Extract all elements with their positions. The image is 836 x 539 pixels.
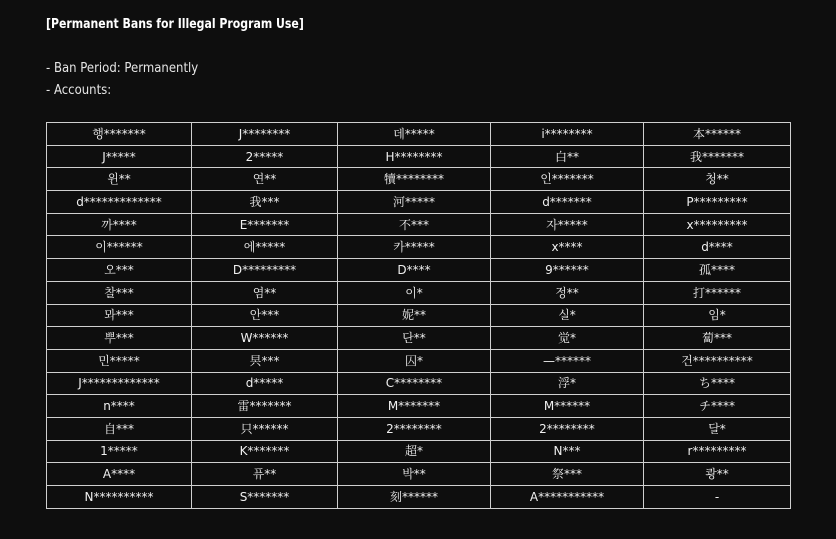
account-cell: 孤**** [644, 259, 791, 282]
account-cell: ち**** [644, 372, 791, 395]
ban-period: - Ban Period: Permanently [46, 61, 199, 76]
account-cell: 인******* [491, 168, 644, 191]
account-cell: 오*** [47, 259, 192, 282]
banned-accounts-body [47, 123, 791, 509]
account-cell: 1***** [47, 440, 192, 463]
spacer [46, 102, 790, 122]
table-row [47, 440, 791, 463]
account-cell: 윈** [47, 168, 192, 191]
account-cell: J***** [47, 145, 192, 168]
table-row [47, 304, 791, 327]
account-cell: 까**** [47, 213, 192, 236]
account-cell: 찰*** [47, 281, 192, 304]
account-cell: 자***** [491, 213, 644, 236]
account-cell: 囚* [338, 349, 491, 372]
account-cell: 雷******* [192, 395, 338, 418]
account-cell: 刻****** [338, 486, 491, 509]
table-row [47, 417, 791, 440]
account-cell: 2******** [491, 417, 644, 440]
account-cell: —****** [491, 349, 644, 372]
account-cell: 이****** [47, 236, 192, 259]
account-cell: d***** [192, 372, 338, 395]
account-cell: S******* [192, 486, 338, 509]
table-row [47, 191, 791, 214]
account-cell: 연** [192, 168, 338, 191]
table-row [47, 327, 791, 350]
notice-title: [Permanent Bans for Illegal Program Use] [46, 17, 304, 32]
account-cell: チ**** [644, 395, 791, 418]
spacer [46, 36, 790, 58]
account-cell: N********** [47, 486, 192, 509]
account-cell: 행******* [47, 123, 192, 146]
account-cell: d**** [644, 236, 791, 259]
account-cell: 이* [338, 281, 491, 304]
table-row [47, 372, 791, 395]
account-cell: x********* [644, 213, 791, 236]
account-cell: 河***** [338, 191, 491, 214]
account-cell: W****** [192, 327, 338, 350]
account-cell: A*********** [491, 486, 644, 509]
account-cell: 달* [644, 417, 791, 440]
account-cell: 本****** [644, 123, 791, 146]
account-cell: 祭*** [491, 463, 644, 486]
account-cell: 임* [644, 304, 791, 327]
account-cell: 只****** [192, 417, 338, 440]
account-cell: D**** [338, 259, 491, 282]
account-cell: r********* [644, 440, 791, 463]
table-row [47, 463, 791, 486]
account-cell: 自*** [47, 417, 192, 440]
account-cell: 超* [338, 440, 491, 463]
account-cell: d************* [47, 191, 192, 214]
account-cell: 2******** [338, 417, 491, 440]
account-cell: 염** [192, 281, 338, 304]
account-cell: 쾅** [644, 463, 791, 486]
account-cell: 퓨** [192, 463, 338, 486]
table-row [47, 123, 791, 146]
banned-accounts-table [46, 122, 791, 509]
table-row [47, 145, 791, 168]
table-row [47, 349, 791, 372]
account-cell: D********* [192, 259, 338, 282]
account-cell: 실* [491, 304, 644, 327]
account-cell: P********* [644, 191, 791, 214]
account-cell: 카***** [338, 236, 491, 259]
account-cell: 뿌*** [47, 327, 192, 350]
account-cell: 민***** [47, 349, 192, 372]
account-cell: J******** [192, 123, 338, 146]
table-row [47, 259, 791, 282]
account-cell: 정** [491, 281, 644, 304]
account-cell: M******* [338, 395, 491, 418]
table-row [47, 168, 791, 191]
account-cell: 浮* [491, 372, 644, 395]
account-cell: J************* [47, 372, 192, 395]
ban-notice [46, 14, 790, 509]
account-cell: E******* [192, 213, 338, 236]
account-cell: C******** [338, 372, 491, 395]
account-cell: x**** [491, 236, 644, 259]
account-cell: 건********** [644, 349, 791, 372]
account-cell: 뫄*** [47, 304, 192, 327]
account-cell: K******* [192, 440, 338, 463]
table-row [47, 236, 791, 259]
account-cell: i******** [491, 123, 644, 146]
account-cell: 에***** [192, 236, 338, 259]
account-cell: 犢******** [338, 168, 491, 191]
account-cell: 9****** [491, 259, 644, 282]
account-cell: 白** [491, 145, 644, 168]
account-cell: 단** [338, 327, 491, 350]
account-cell: d******* [491, 191, 644, 214]
table-row [47, 395, 791, 418]
account-cell: 데***** [338, 123, 491, 146]
account-cell: 我*** [192, 191, 338, 214]
account-cell: 妮** [338, 304, 491, 327]
account-cell: 昗*** [192, 349, 338, 372]
account-cell: 不*** [338, 213, 491, 236]
account-cell: 청** [644, 168, 791, 191]
account-cell: M****** [491, 395, 644, 418]
account-cell: 我******* [644, 145, 791, 168]
account-cell: A**** [47, 463, 192, 486]
account-cell: 觉* [491, 327, 644, 350]
account-cell: H******** [338, 145, 491, 168]
account-cell: 박** [338, 463, 491, 486]
table-row [47, 486, 791, 509]
account-cell: 蔔*** [644, 327, 791, 350]
account-cell: 2***** [192, 145, 338, 168]
account-cell: n**** [47, 395, 192, 418]
accounts-label: - Accounts: [46, 83, 112, 98]
table-row [47, 213, 791, 236]
table-row [47, 281, 791, 304]
account-cell: - [644, 486, 791, 509]
account-cell: 打****** [644, 281, 791, 304]
account-cell: 안*** [192, 304, 338, 327]
account-cell: N*** [491, 440, 644, 463]
